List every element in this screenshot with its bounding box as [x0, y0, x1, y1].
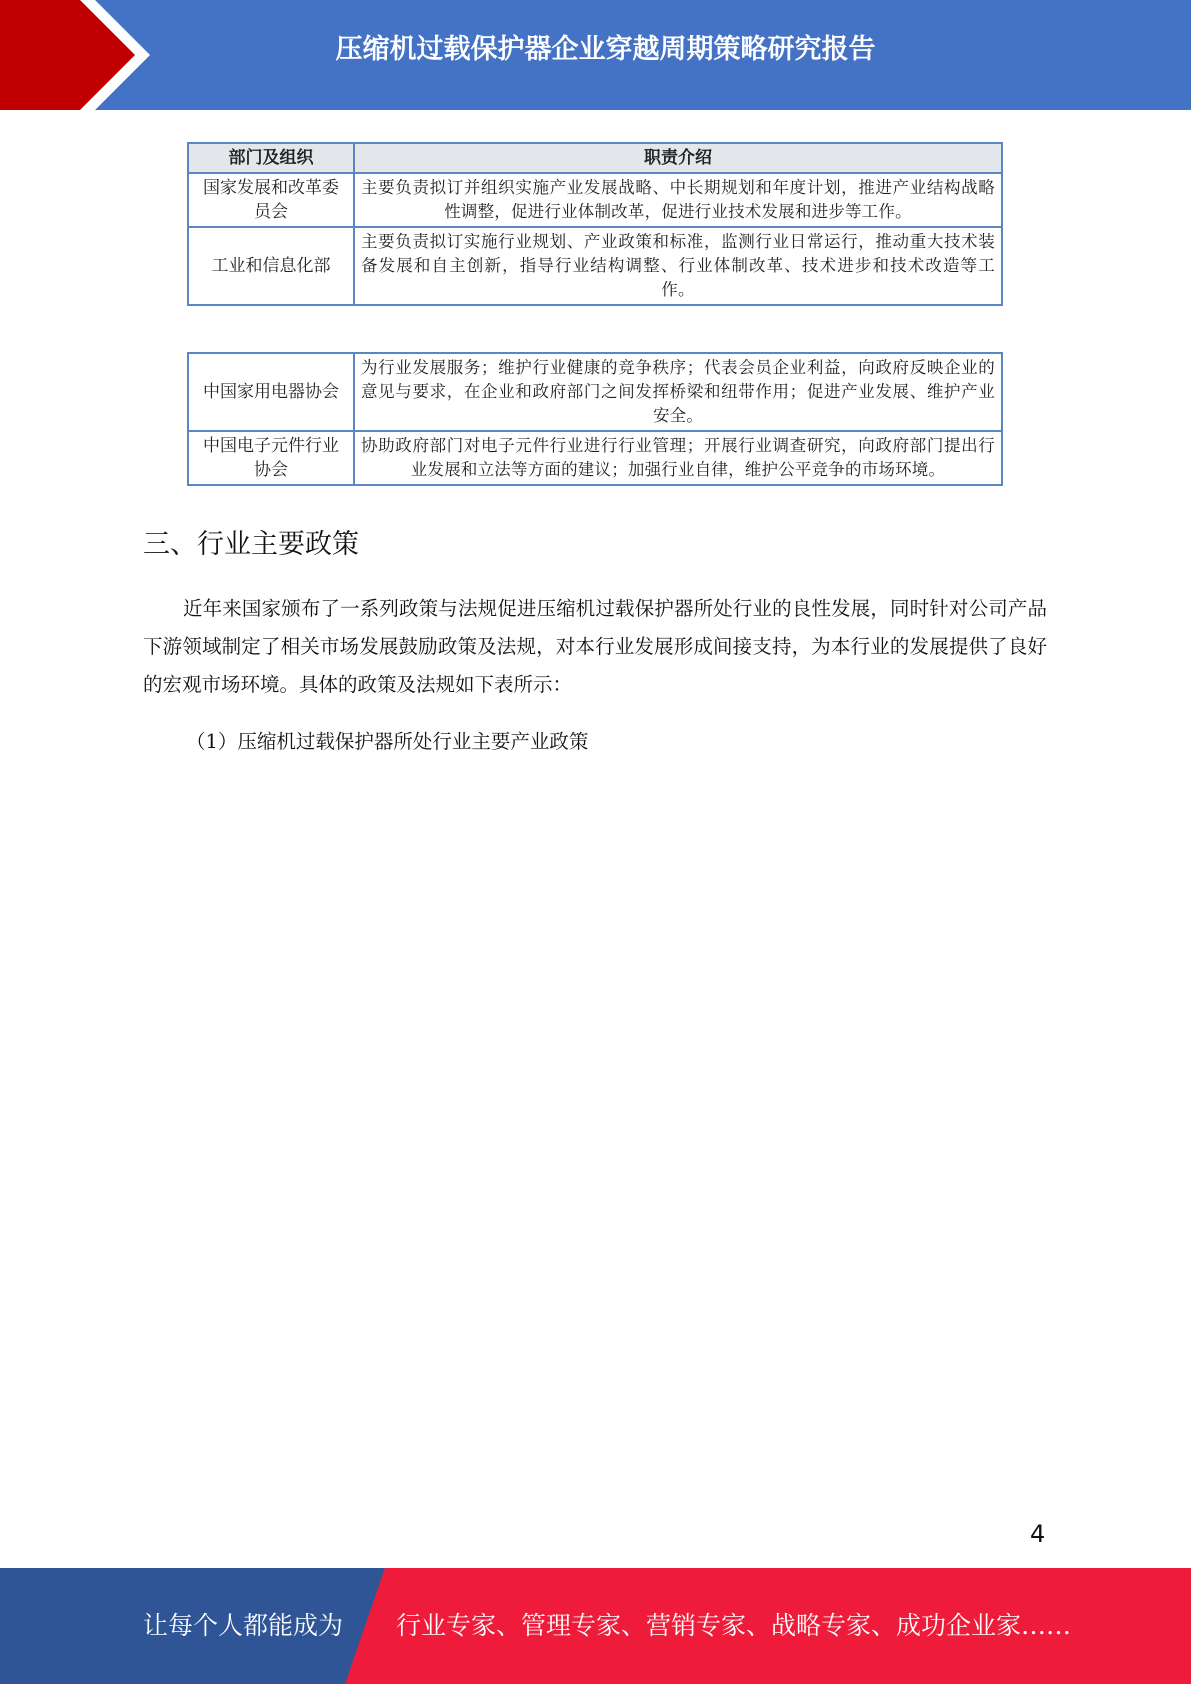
table-row [188, 353, 1002, 431]
table-cell-org: 国家发展和改革委员会 [188, 173, 354, 227]
table-cell-desc: 协助政府部门对电子元件行业进行行业管理；开展行业调查研究，向政府部门提出行业发展和立法等方面的建议；加强行业自律，维护公平竞争的市场环境。 [354, 431, 1002, 485]
organizations-table-1 [187, 142, 1003, 306]
table-cell-desc: 主要负责拟订并组织实施产业发展战略、中长期规划和年度计划，推进产业结构战略性调整，促进行业体制改革，促进行业技术发展和进步等工作。 [354, 173, 1002, 227]
table-header-row [188, 143, 1002, 173]
table-header-cell: 部门及组织 [188, 143, 354, 173]
section-paragraph: 近年来国家颁布了一系列政策与法规促进压缩机过载保护器所处行业的良性发展，同时针对公司产品下游领域制定了相关市场发展鼓励政策及法规，对本行业发展形成间接支持，为本行业的发展提供了良好的宏观市场环境。具体的政策及法规如下表所示： [143, 597, 1047, 696]
footer-slogan-left: 让每个人都能成为 [143, 1611, 344, 1640]
report-footer [0, 1568, 1191, 1684]
section-heading: 三、行业主要政策 [143, 529, 359, 560]
page-number: 4 [1030, 1520, 1046, 1548]
table-row [188, 227, 1002, 305]
table-row [188, 173, 1002, 227]
table-header-cell: 职责介绍 [354, 143, 1002, 173]
section-subheading: （1）压缩机过载保护器所处行业主要产业政策 [186, 730, 589, 753]
report-header [0, 0, 1191, 110]
table-cell-desc: 为行业发展服务；维护行业健康的竞争秩序；代表会员企业利益，向政府反映企业的意见与要求，在企业和政府部门之间发挥桥梁和纽带作用；促进产业发展、维护产业安全。 [354, 353, 1002, 431]
table-cell-org: 工业和信息化部 [188, 227, 354, 305]
table-cell-org: 中国电子元件行业协会 [188, 431, 354, 485]
table-cell-org: 中国家用电器协会 [188, 353, 354, 431]
table-row [188, 431, 1002, 485]
organizations-table-2 [187, 352, 1003, 486]
report-title: 压缩机过载保护器企业穿越周期策略研究报告 [335, 34, 876, 65]
table-cell-desc: 主要负责拟订实施行业规划、产业政策和标准，监测行业日常运行，推动重大技术装备发展和自主创新，指导行业结构调整、行业体制改革、技术进步和技术改造等工作。 [354, 227, 1002, 305]
footer-slogan-right: 行业专家、管理专家、营销专家、战略专家、成功企业家…… [396, 1611, 1072, 1640]
